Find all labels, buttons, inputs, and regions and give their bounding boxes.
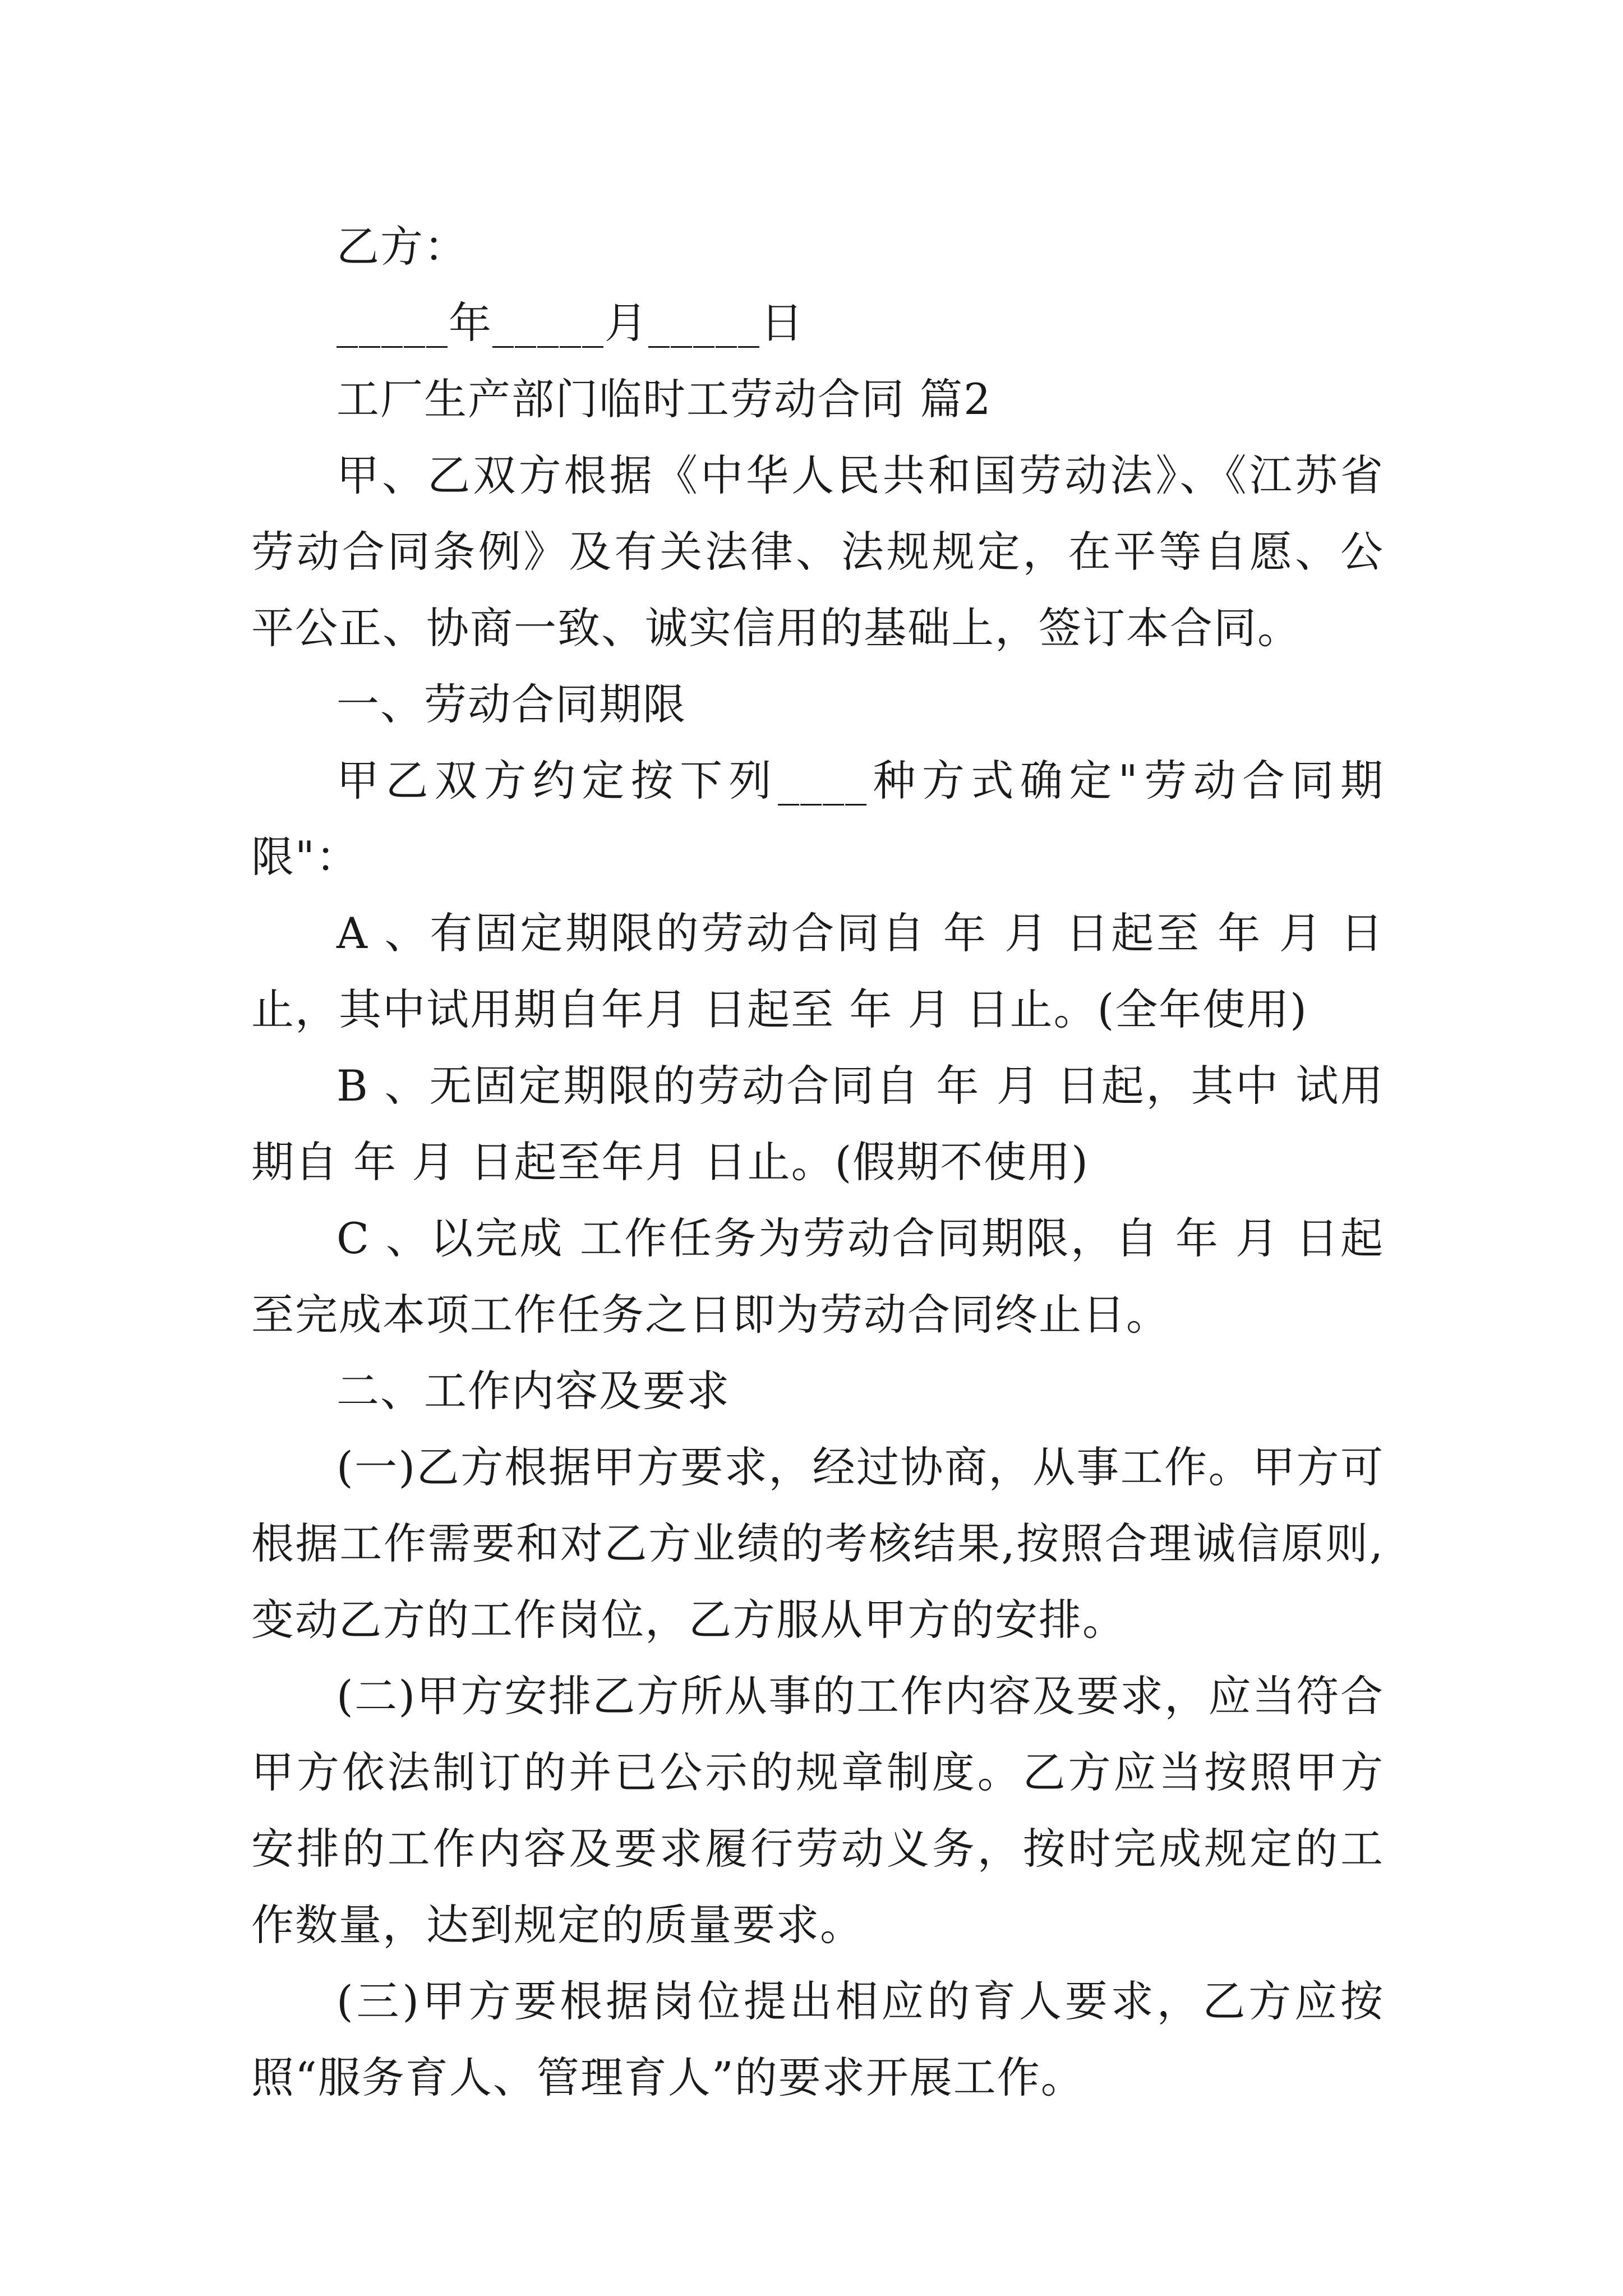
term-option-a: A 、有固定期限的劳动合同自 年 月 日起至 年 月 日止，其中试用期自年月 日起至 年 月 日止。(全年使用) <box>251 908 1384 1034</box>
party-b-signature-label: 乙方： <box>336 222 468 272</box>
term-option-b: B 、无固定期限的劳动合同自 年 月 日起，其中 试用期自 年 月 日起至年月 日止。(假期不使用) <box>251 1061 1384 1187</box>
section-heading-term: 一、劳动合同期限 <box>336 679 686 729</box>
contract-title: 工厂生产部门临时工劳动合同 篇2 <box>336 374 992 424</box>
signature-date-line: _____年_____月_____日 <box>336 298 804 348</box>
document-body <box>251 209 1384 2116</box>
term-option-c: C 、以完成 工作任务为劳动合同期限，自 年 月 日起至完成本项工作任务之日即为劳动合同终止日。 <box>251 1213 1384 1340</box>
work-clause-3: (三)甲方要根据岗位提出相应的育人要求，乙方应按照“服务育人、管理育人”的要求开展工作。 <box>251 1976 1384 2102</box>
work-clause-1: (一)乙方根据甲方要求，经过协商，从事工作。甲方可根据工作需要和对乙方业绩的考核结果,按照合理诚信原则,变动乙方的工作岗位，乙方服从甲方的安排。 <box>251 1442 1384 1645</box>
preamble-paragraph: 甲、乙双方根据《中华人民共和国劳动法》、《江苏省劳动合同条例》及有关法律、法规规定，在平等自愿、公平公正、协商一致、诚实信用的基础上，签订本合同。 <box>251 450 1384 653</box>
section-heading-work-content: 二、工作内容及要求 <box>336 1366 730 1416</box>
work-clause-2: (二)甲方安排乙方所从事的工作内容及要求，应当符合甲方依法制订的并已公示的规章制度。乙方应当按照甲方安排的工作内容及要求履行劳动义务，按时完成规定的工作数量，达到规定的质量要求。 <box>251 1671 1384 1950</box>
term-selection-paragraph: 甲乙双方约定按下列____种方式确定"劳动合同期限"： <box>251 756 1384 882</box>
